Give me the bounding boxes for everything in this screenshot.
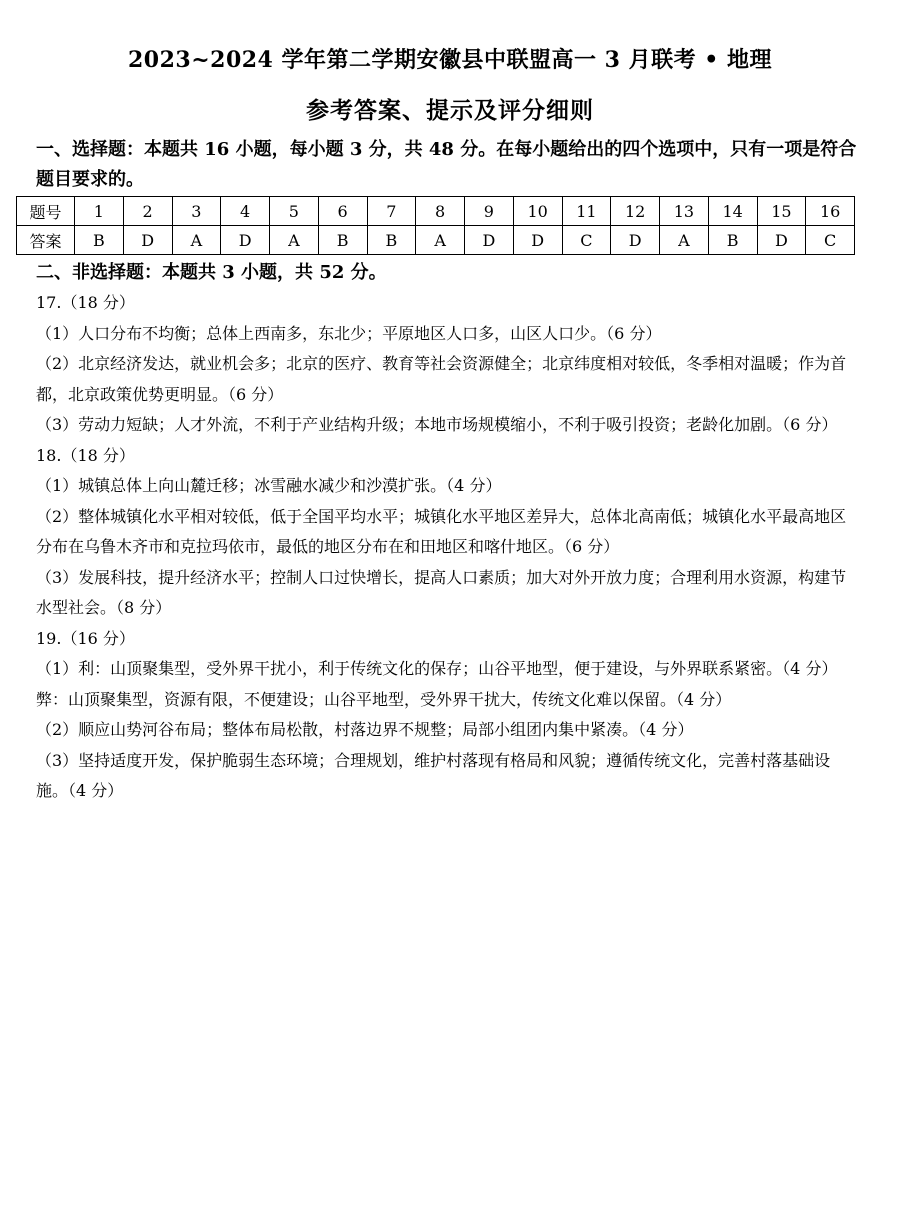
question-number: 3 <box>172 197 221 226</box>
row-label-question: 题号 <box>17 197 75 226</box>
document-subtitle: 参考答案、提示及评分细则 <box>306 97 594 124</box>
row-label-answer: 答案 <box>17 226 75 255</box>
question-number: 9 <box>465 197 514 226</box>
answer-cell: A <box>270 226 319 255</box>
answer-cell: B <box>708 226 757 255</box>
answer-row <box>17 226 855 255</box>
answer-cell: D <box>123 226 172 255</box>
answer-body <box>36 288 854 807</box>
q17-heading: 17.（18 分） <box>36 293 135 312</box>
question-number: 7 <box>367 197 416 226</box>
q18-heading: 18.（18 分） <box>36 445 135 465</box>
question-number: 2 <box>123 197 172 226</box>
answer-cell: B <box>75 226 124 255</box>
answer-cell: A <box>172 226 221 255</box>
question-number: 13 <box>660 197 709 226</box>
question-number: 11 <box>562 197 611 226</box>
q17-part3: （3）劳动力短缺；人才外流，不利于产业结构升级；本地市场规模缩小，不利于吸引投资；老龄化加剧。（6 分） <box>36 415 838 434</box>
q17-part2: （2）北京经济发达，就业机会多；北京的医疗、教育等社会资源健全；北京纬度相对较低，冬季相对温暖；作为首都，北京政策优势更明显。（6 分） <box>36 354 847 404</box>
question-number: 6 <box>318 197 367 226</box>
question-number: 14 <box>708 197 757 226</box>
q19-part1-cons: 弊：山顶聚集型，资源有限，不便建设；山谷平地型，受外界干扰大，传统文化难以保留。（4 分） <box>36 689 732 709</box>
q19-part1-pros: （1）利：山顶聚集型，受外界干扰小，利于传统文化的保存；山谷平地型，便于建设，与外界联系紧密。（4 分） <box>36 659 838 678</box>
section-2-heading: 二、非选择题：本题共 3 小题，共 52 分。 <box>36 262 387 283</box>
question-number: 15 <box>757 197 806 226</box>
answer-cell: B <box>318 226 367 255</box>
q19-part3: （3）坚持适度开发，保护脆弱生态环境；合理规划，维护村落现有格局和风貌；遵循传统文化，完善村落基础设施。（4 分） <box>36 750 831 800</box>
answer-table <box>16 196 855 255</box>
answer-cell: A <box>416 226 465 255</box>
answer-cell: D <box>757 226 806 255</box>
answer-cell: C <box>562 226 611 255</box>
answer-cell: D <box>221 226 270 255</box>
section-1-heading: 一、选择题：本题共 16 小题，每小题 3 分，共 48 分。在每小题给出的四个选项中，只有一项是符合题目要求的。 <box>36 139 857 190</box>
question-number: 16 <box>806 197 855 226</box>
answer-cell: A <box>660 226 709 255</box>
question-number-row <box>17 197 855 226</box>
question-number: 12 <box>611 197 660 226</box>
answer-cell: D <box>465 226 514 255</box>
document-title: 2023~2024 学年第二学期安徽县中联盟高一 3 月联考 • 地理 <box>127 47 773 73</box>
q17-part1: （1）人口分布不均衡；总体上西南多，东北少；平原地区人口多，山区人口少。（6 分） <box>36 323 662 343</box>
answer-cell: D <box>513 226 562 255</box>
q19-part2: （2）顺应山势河谷布局；整体布局松散，村落边界不规整；局部小组团内集中紧凑。（4 分） <box>36 720 694 739</box>
q19-heading: 19.（16 分） <box>36 628 135 648</box>
q18-part1: （1）城镇总体上向山麓迁移；冰雪融水减少和沙漠扩张。（4 分） <box>36 476 502 495</box>
question-number: 4 <box>221 197 270 226</box>
question-number: 10 <box>513 197 562 226</box>
q18-part2: （2）整体城镇化水平相对较低，低于全国平均水平；城镇化水平地区差异大，总体北高南低；城镇化水平最高地区分布在乌鲁木齐市和克拉玛依市，最低的地区分布在和田地区和喀什地区。（6 分） <box>36 506 847 556</box>
question-number: 5 <box>270 197 319 226</box>
question-number: 1 <box>75 197 124 226</box>
answer-cell: C <box>806 226 855 255</box>
answer-cell: B <box>367 226 416 255</box>
question-number: 8 <box>416 197 465 226</box>
q18-part3: （3）发展科技，提升经济水平；控制人口过快增长，提高人口素质；加大对外开放力度；合理利用水资源，构建节水型社会。（8 分） <box>36 567 847 617</box>
answer-cell: D <box>611 226 660 255</box>
